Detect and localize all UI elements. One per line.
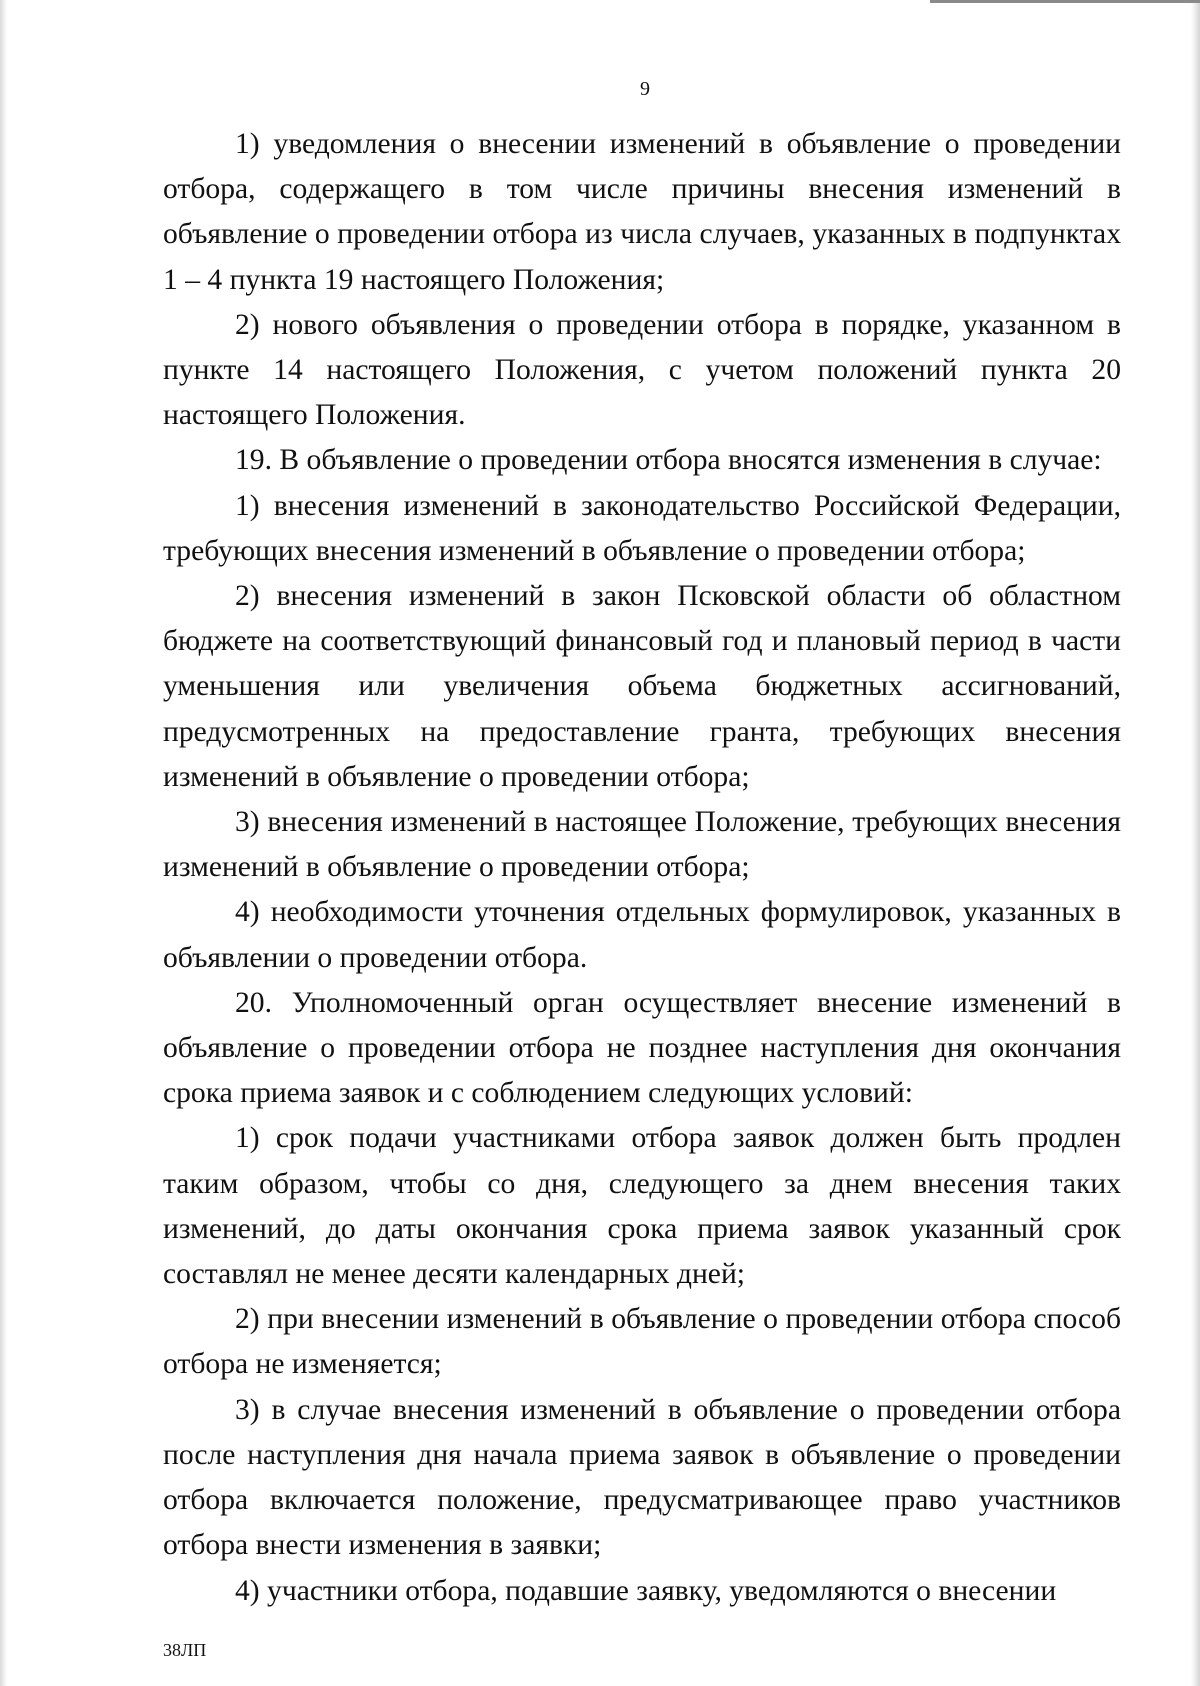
- paragraph-19-1: 1) внесения изменений в законодательство Российской Федерации, требующих внесения изменений в объявление о проведении отбора;: [163, 489, 1121, 567]
- paragraph-19-3: 3) внесения изменений в настоящее Положение, требующих внесения изменений в объявление о проведении отбора;: [163, 806, 1121, 884]
- page-number: 9: [640, 78, 650, 100]
- document-code: 38ЛП: [163, 1640, 207, 1660]
- paragraph-19-4: 4) необходимости уточнения отдельных формулировок, указанных в объявлении о проведении отбора.: [163, 896, 1121, 974]
- scan-corner-line: [930, 0, 1200, 3]
- scan-edge-left: [0, 0, 7, 1686]
- paragraph-20-4: 4) участники отбора, подавшие заявку, уведомляются о внесении: [235, 1574, 1057, 1607]
- paragraph-item-19: 19. В объявление о проведении отбора вносятся изменения в случае:: [235, 444, 1102, 477]
- paragraph-20-1: 1) срок подачи участниками отбора заявок должен быть продлен таким образом, чтобы со дня, следующего за днем внесения таких изменений, до даты окончания срока приема заявок указанный срок составлял не менее десяти календарных дней;: [163, 1122, 1121, 1291]
- paragraph-new-announcement: 2) нового объявления о проведении отбора в порядке, указанном в пункте 14 настоящего Положения, с учетом положений пункта 20 настоящего Положения.: [163, 308, 1121, 432]
- paragraph-20-3: 3) в случае внесения изменений в объявление о проведении отбора после наступления дня начала приема заявок в объявление о проведении отбора включается положение, предусматривающее право участников отбора внести изменения в заявки;: [163, 1393, 1121, 1562]
- paragraph-notice-of-changes: 1) уведомления о внесении изменений в объявление о проведении отбора, содержащего в том числе причины внесения изменений в объявление о проведении отбора из числа случаев, указанных в подпунктах 1 – 4 пункта 19 настоящего Положения;: [163, 128, 1121, 296]
- scan-edge-right: [1191, 0, 1200, 1686]
- paragraph-19-2: 2) внесения изменений в закон Псковской области об областном бюджете на соответствующий финансовый год и плановый период в части уменьшения или увеличения объема бюджетных ассигнований, предусмотренных на предоставление гранта, требующих внесения изменений в объявление о проведении отбора;: [163, 580, 1121, 793]
- paragraph-20-2: 2) при внесении изменений в объявление о проведении отбора способ отбора не изменяется;: [163, 1303, 1121, 1381]
- paragraph-item-20: 20. Уполномоченный орган осуществляет внесение изменений в объявление о проведении отбора не позднее наступления дня окончания срока приема заявок и с соблюдением следующих условий:: [163, 986, 1121, 1110]
- document-body: [163, 122, 1121, 1614]
